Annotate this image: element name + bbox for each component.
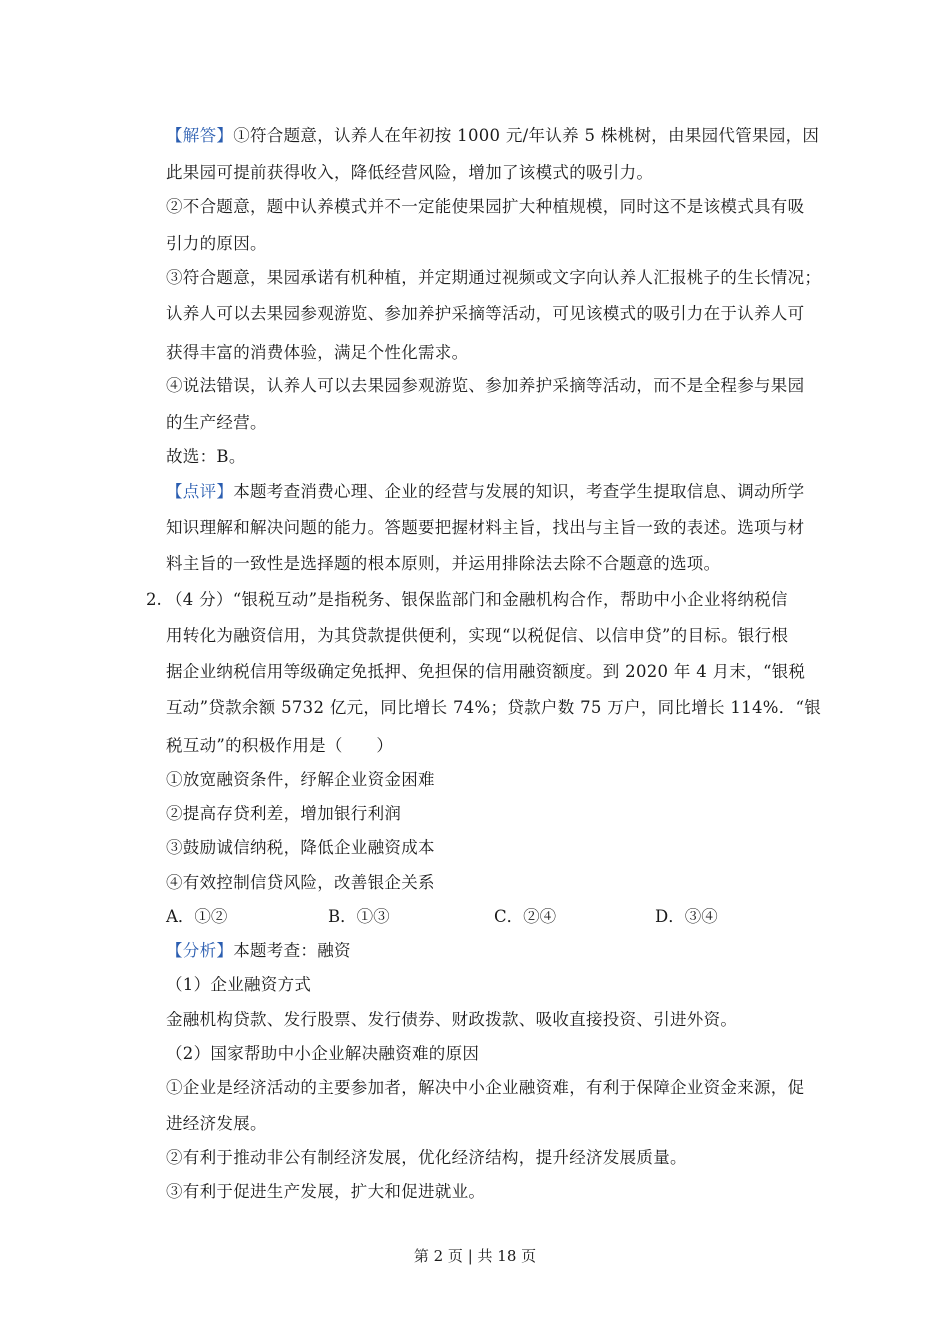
comment-tag: 【点评】 — [166, 482, 234, 501]
question-line-3: 据企业纳税信用等级确定免抵押、免担保的信用融资额度。到 2020 年 4 月末，“银税 — [166, 662, 806, 681]
answer-line-6: 认养人可以去果园参观游览、参加养护采摘等活动，可见该模式的吸引力在于认养人可 — [166, 304, 805, 323]
analysis-line-6: 进经济发展。 — [166, 1114, 267, 1133]
statement-3: ③鼓励诚信纳税，降低企业融资成本 — [166, 838, 435, 857]
answer-line-8: ④说法错误，认养人可以去果园参观游览、参加养护采摘等活动，而不是全程参与果园 — [166, 376, 805, 395]
analysis-line-1: 【分析】本题考查：融资 — [166, 941, 351, 960]
comment-line-3: 料主旨的一致性是选择题的根本原则，并运用排除法去除不合题意的选项。 — [166, 554, 721, 573]
analysis-line-4: （2）国家帮助中小企业解决融资难的原因 — [166, 1044, 480, 1063]
answer-line-4: 引力的原因。 — [166, 234, 267, 253]
answer-tag: 【解答】 — [166, 126, 234, 145]
answer-line-7: 获得丰富的消费体验，满足个性化需求。 — [166, 343, 469, 362]
comment-line-2: 知识理解和解决问题的能力。答题要把握材料主旨，找出与主旨一致的表述。选项与材 — [166, 518, 805, 537]
statement-2: ②提高存贷利差，增加银行利润 — [166, 804, 402, 823]
option-b: B．①③ — [328, 907, 390, 926]
analysis-tag: 【分析】 — [166, 941, 234, 960]
question-line-4: 互动”贷款余额 5732 亿元，同比增长 74%；贷款户数 75 万户，同比增长 114%．“银 — [166, 698, 822, 717]
answer-line-5: ③符合题意，果园承诺有机种植，并定期通过视频或文字向认养人汇报桃子的生长情况； — [166, 268, 822, 287]
answer-choice: 故选：B。 — [166, 447, 246, 466]
analysis-line-8: ③有利于促进生产发展，扩大和促进就业。 — [166, 1182, 486, 1201]
question-line-5: 税互动”的积极作用是（ ） — [166, 736, 394, 755]
page-footer: 第 2 页 | 共 18 页 — [413, 1247, 537, 1265]
question-number: 2. — [146, 590, 162, 609]
comment-line-1: 【点评】本题考查消费心理、企业的经营与发展的知识，考查学生提取信息、调动所学 — [166, 482, 805, 501]
answer-line-1: 【解答】①符合题意，认养人在年初按 1000 元/年认养 5 株桃树，由果园代管果园，因 — [166, 126, 820, 145]
analysis-line-7: ②有利于推动非公有制经济发展，优化经济结构，提升经济发展质量。 — [166, 1148, 687, 1167]
statement-1: ①放宽融资条件，纾解企业资金困难 — [166, 770, 435, 789]
option-c: C．②④ — [494, 907, 557, 926]
statement-4: ④有效控制信贷风险，改善银企关系 — [166, 873, 435, 892]
option-d: D．③④ — [655, 907, 718, 926]
analysis-line-5: ①企业是经济活动的主要参加者，解决中小企业融资难，有利于保障企业资金来源，促 — [166, 1078, 805, 1097]
answer-line-9: 的生产经营。 — [166, 413, 267, 432]
question-line-2: 用转化为融资信用，为其贷款提供便利，实现“以税促信、以信申贷”的目标。银行根 — [166, 626, 789, 645]
option-a: A．①② — [166, 907, 228, 926]
answer-line-2: 此果园可提前获得收入，降低经营风险，增加了该模式的吸引力。 — [166, 163, 654, 182]
analysis-line-2: （1）企业融资方式 — [166, 975, 312, 994]
question-line-1: （4 分）“银税互动”是指税务、银保监部门和金融机构合作，帮助中小企业将纳税信 — [166, 590, 788, 609]
answer-line-3: ②不合题意，题中认养模式并不一定能使果园扩大种植规模，同时这不是该模式具有吸 — [166, 197, 805, 216]
analysis-line-3: 金融机构贷款、发行股票、发行债券、财政拨款、吸收直接投资、引进外资。 — [166, 1010, 738, 1029]
